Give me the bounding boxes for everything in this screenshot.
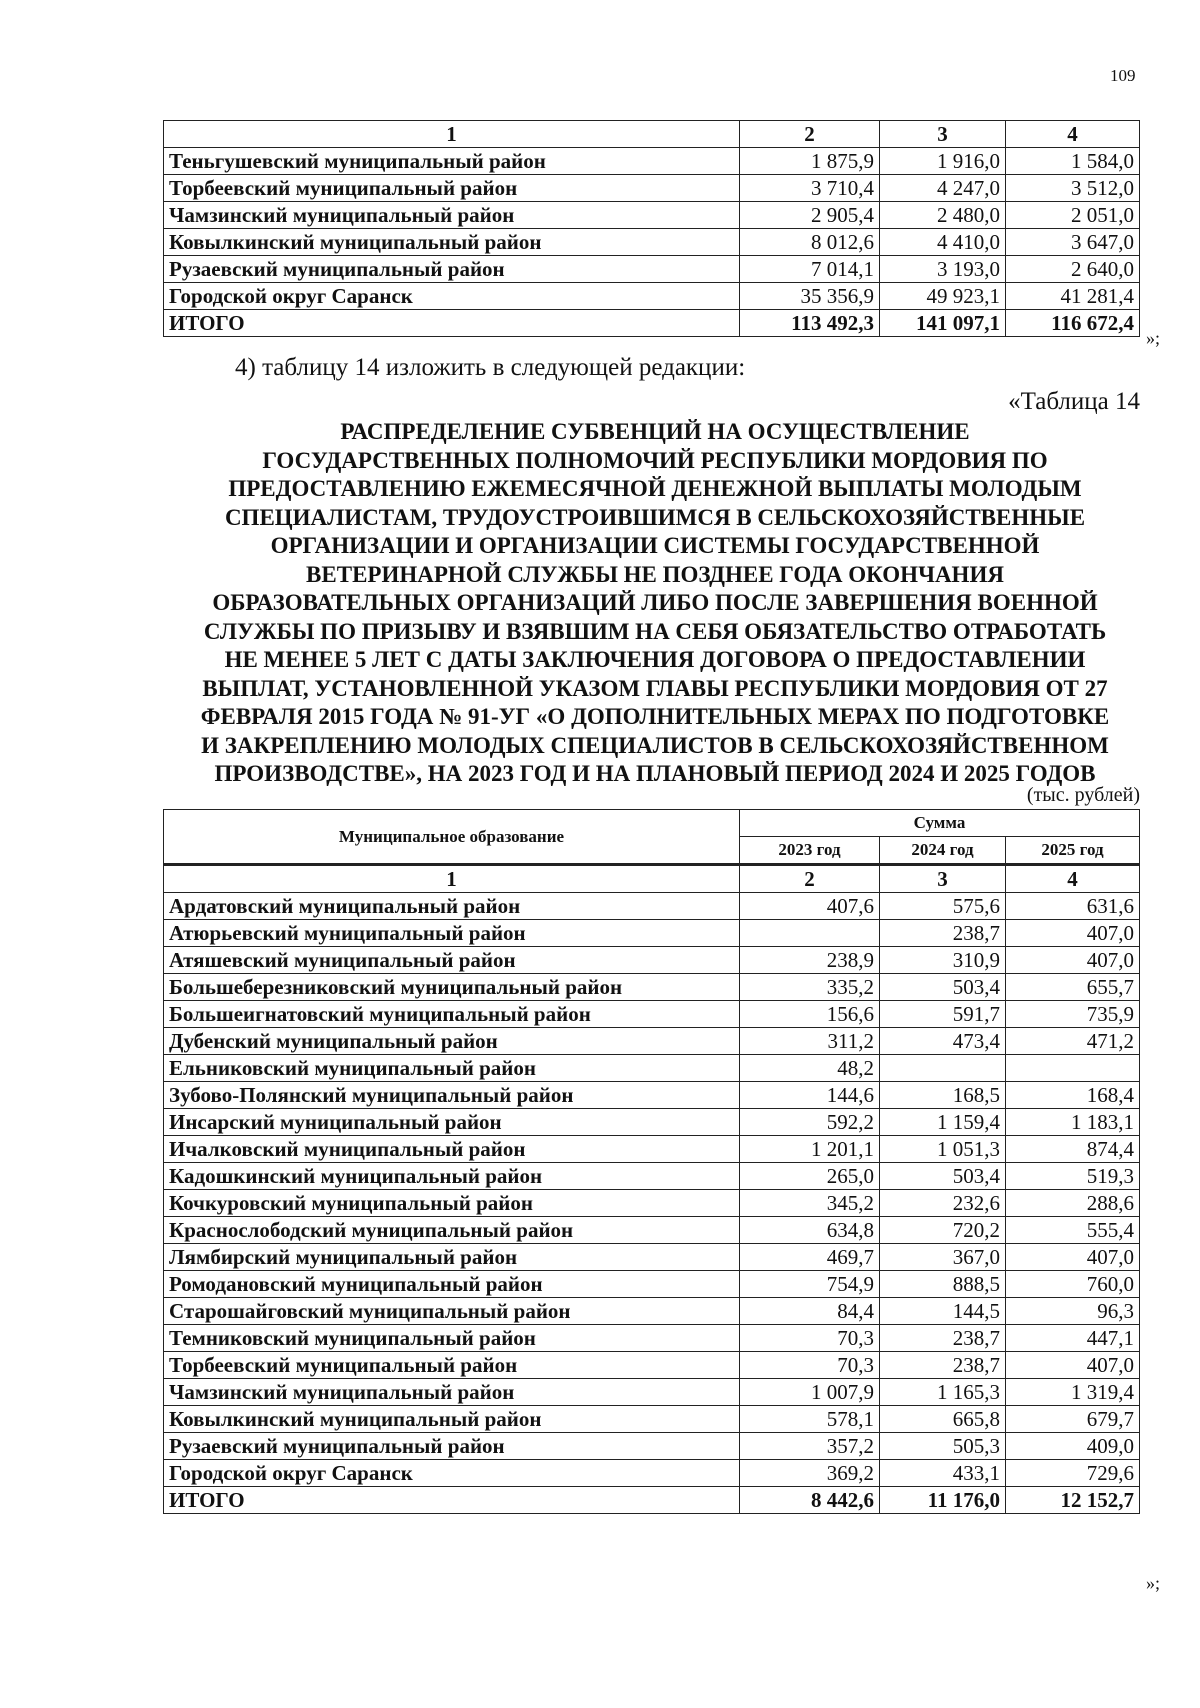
column-number: 3 (880, 865, 1006, 893)
municipality-name: Большеберезниковский муниципальный район (164, 974, 740, 1001)
value-2025: 760,0 (1006, 1271, 1140, 1298)
value-2025: 1 183,1 (1006, 1109, 1140, 1136)
value-2025: 2 051,0 (1006, 202, 1140, 229)
municipality-name: Рузаевский муниципальный район (164, 1433, 740, 1460)
municipality-name: Ковылкинский муниципальный район (164, 1406, 740, 1433)
value-2023 (740, 920, 880, 947)
column-number: 1 (164, 865, 740, 893)
municipality-name: Городской округ Саранск (164, 1460, 740, 1487)
value-2024: 1 051,3 (880, 1136, 1006, 1163)
value-2023: 70,3 (740, 1352, 880, 1379)
value-2023: 156,6 (740, 1001, 880, 1028)
municipality-name: Ельниковский муниципальный район (164, 1055, 740, 1082)
municipality-name: Рузаевский муниципальный район (164, 256, 740, 283)
table-row (164, 1136, 1140, 1163)
value-2024: 720,2 (880, 1217, 1006, 1244)
table-row (164, 1271, 1140, 1298)
value-2023: 357,2 (740, 1433, 880, 1460)
value-2023: 345,2 (740, 1190, 880, 1217)
municipality-name: Теньгушевский муниципальный район (164, 148, 740, 175)
value-2025: 12 152,7 (1006, 1487, 1140, 1514)
header-2025: 2025 год (1006, 837, 1140, 865)
table-row (164, 1028, 1140, 1055)
column-number: 1 (164, 121, 740, 148)
table-label: «Таблица 14 (1008, 388, 1140, 415)
municipality-name: Атюрьевский муниципальный район (164, 920, 740, 947)
value-2025: 288,6 (1006, 1190, 1140, 1217)
municipality-name: ИТОГО (164, 310, 740, 337)
value-2024: 4 410,0 (880, 229, 1006, 256)
previous-table-number-row (164, 121, 1140, 148)
value-2025: 679,7 (1006, 1406, 1140, 1433)
value-2023: 311,2 (740, 1028, 880, 1055)
municipality-name: Дубенский муниципальный район (164, 1028, 740, 1055)
municipality-name: ИТОГО (164, 1487, 740, 1514)
header-sum: Сумма (740, 810, 1140, 837)
amendment-instruction: 4) таблицу 14 изложить в следующей редакции: (235, 354, 746, 381)
municipality-name: Инсарский муниципальный район (164, 1109, 740, 1136)
value-2024: 665,8 (880, 1406, 1006, 1433)
header-2023: 2023 год (740, 837, 880, 865)
value-2023: 369,2 (740, 1460, 880, 1487)
column-number: 4 (1006, 121, 1140, 148)
value-2023: 1 875,9 (740, 148, 880, 175)
value-2023: 407,6 (740, 893, 880, 920)
value-2025: 168,4 (1006, 1082, 1140, 1109)
value-2024: 3 193,0 (880, 256, 1006, 283)
value-2025: 407,0 (1006, 920, 1140, 947)
value-2025: 3 647,0 (1006, 229, 1140, 256)
municipality-name: Лямбирский муниципальный район (164, 1244, 740, 1271)
municipality-name: Атяшевский муниципальный район (164, 947, 740, 974)
table-row (164, 893, 1140, 920)
table-14-header-row (164, 810, 1140, 837)
value-2025: 735,9 (1006, 1001, 1140, 1028)
value-2023: 70,3 (740, 1325, 880, 1352)
table-row (164, 1325, 1140, 1352)
value-2023: 48,2 (740, 1055, 880, 1082)
value-2023: 2 905,4 (740, 202, 880, 229)
value-2023: 754,9 (740, 1271, 880, 1298)
header-2024: 2024 год (880, 837, 1006, 865)
table-14-number-row (164, 865, 1140, 893)
table-row (164, 920, 1140, 947)
municipality-name: Торбеевский муниципальный район (164, 1352, 740, 1379)
column-number: 2 (740, 121, 880, 148)
table-row (164, 1298, 1140, 1325)
value-2023: 8 442,6 (740, 1487, 880, 1514)
table-row (164, 175, 1140, 202)
municipality-name: Ромодановский муниципальный район (164, 1271, 740, 1298)
previous-table (163, 120, 1140, 337)
municipality-name: Старошайговский муниципальный район (164, 1298, 740, 1325)
municipality-name: Чамзинский муниципальный район (164, 1379, 740, 1406)
value-2023: 3 710,4 (740, 175, 880, 202)
value-2023: 1 007,9 (740, 1379, 880, 1406)
value-2025: 3 512,0 (1006, 175, 1140, 202)
municipality-name: Ковылкинский муниципальный район (164, 229, 740, 256)
value-2025: 2 640,0 (1006, 256, 1140, 283)
value-2024: 310,9 (880, 947, 1006, 974)
table-row (164, 148, 1140, 175)
value-2024: 1 165,3 (880, 1379, 1006, 1406)
value-2024: 4 247,0 (880, 175, 1006, 202)
value-2024: 575,6 (880, 893, 1006, 920)
value-2024: 1 159,4 (880, 1109, 1006, 1136)
value-2025: 41 281,4 (1006, 283, 1140, 310)
value-2025: 447,1 (1006, 1325, 1140, 1352)
value-2024: 2 480,0 (880, 202, 1006, 229)
value-2025: 407,0 (1006, 947, 1140, 974)
value-2024: 888,5 (880, 1271, 1006, 1298)
value-2023: 578,1 (740, 1406, 880, 1433)
value-2024: 232,6 (880, 1190, 1006, 1217)
table-row (164, 1055, 1140, 1082)
value-2025: 874,4 (1006, 1136, 1140, 1163)
value-2024: 144,5 (880, 1298, 1006, 1325)
value-2024: 367,0 (880, 1244, 1006, 1271)
municipality-name: Большеигнатовский муниципальный район (164, 1001, 740, 1028)
municipality-name: Торбеевский муниципальный район (164, 175, 740, 202)
value-2024: 141 097,1 (880, 310, 1006, 337)
value-2025: 407,0 (1006, 1352, 1140, 1379)
value-2025 (1006, 1055, 1140, 1082)
value-2025: 116 672,4 (1006, 310, 1140, 337)
table-row (164, 1217, 1140, 1244)
value-2024: 238,7 (880, 920, 1006, 947)
value-2024: 503,4 (880, 1163, 1006, 1190)
unit-label: (тыс. рублей) (1026, 784, 1140, 806)
value-2024: 49 923,1 (880, 283, 1006, 310)
value-2023: 265,0 (740, 1163, 880, 1190)
value-2023: 238,9 (740, 947, 880, 974)
closing-quote: »; (1146, 328, 1161, 348)
column-number: 3 (880, 121, 1006, 148)
value-2024: 505,3 (880, 1433, 1006, 1460)
table-row (164, 974, 1140, 1001)
value-2024: 503,4 (880, 974, 1006, 1001)
value-2023: 634,8 (740, 1217, 880, 1244)
value-2023: 113 492,3 (740, 310, 880, 337)
table-row (164, 1460, 1140, 1487)
table-row (164, 283, 1140, 310)
value-2023: 469,7 (740, 1244, 880, 1271)
municipality-name: Краснослободский муниципальный район (164, 1217, 740, 1244)
value-2023: 7 014,1 (740, 256, 880, 283)
table-row (164, 1244, 1140, 1271)
table-row (164, 202, 1140, 229)
column-number: 2 (740, 865, 880, 893)
value-2023: 84,4 (740, 1298, 880, 1325)
value-2024: 11 176,0 (880, 1487, 1006, 1514)
value-2025: 407,0 (1006, 1244, 1140, 1271)
table-row (164, 1433, 1140, 1460)
table-heading: РАСПРЕДЕЛЕНИЕ СУБВЕНЦИЙ НА ОСУЩЕСТВЛЕНИЕ ГОСУДАРСТВЕННЫХ ПОЛНОМОЧИЙ РЕСПУБЛИКИ МОРДОВИЯ ПО ПРЕДОСТАВЛЕНИЮ ЕЖЕМЕСЯЧНОЙ ДЕНЕЖНОЙ ВЫПЛАТЫ МОЛОДЫМ СПЕЦИАЛИСТАМ, ТРУДОУСТРОИВШИМСЯ В СЕЛЬСКОХОЗЯЙСТВЕННЫЕ ОРГАНИЗАЦИИ И ОРГАНИЗАЦИИ СИСТЕМЫ ГОСУДАРСТВЕННОЙ ВЕТЕРИНАРНОЙ СЛУЖБЫ НЕ ПОЗДНЕЕ ГОДА ОКОНЧАНИЯ ОБРАЗОВАТЕЛЬНЫХ ОРГАНИЗАЦИЙ ЛИБО ПОСЛЕ ЗАВЕРШЕНИЯ ВОЕННОЙ СЛУЖБЫ ПО ПРИЗЫВУ И ВЗЯВШИМ НА СЕБЯ ОБЯЗАТЕЛЬСТВО ОТРАБОТАТЬ НЕ МЕНЕЕ 5 ЛЕТ С ДАТЫ ЗАКЛЮЧЕНИЯ ДОГОВОРА О ПРЕДОСТАВЛЕНИИ ВЫПЛАТ, УСТАНОВЛЕННОЙ УКАЗОМ ГЛАВЫ РЕСПУБЛИКИ МОРДОВИЯ ОТ 27 ФЕВРАЛЯ 2015 ГОДА № 91-УГ «О ДОПОЛНИТЕЛЬНЫХ МЕРАХ ПО ПОДГОТОВКЕ И ЗАКРЕПЛЕНИЮ МОЛОДЫХ СПЕЦИАЛИСТОВ В СЕЛЬСКОХОЗЯЙСТВЕННОМ ПРОИЗВОДСТВЕ», НА 2023 ГОД И НА ПЛАНОВЫЙ ПЕРИОД 2024 И 2025 ГОДОВ (200, 419, 1110, 786)
municipality-name: Ардатовский муниципальный район (164, 893, 740, 920)
value-2023: 144,6 (740, 1082, 880, 1109)
value-2024: 168,5 (880, 1082, 1006, 1109)
municipality-name: Кочкуровский муниципальный район (164, 1190, 740, 1217)
value-2025: 471,2 (1006, 1028, 1140, 1055)
table-14 (163, 809, 1140, 1514)
table-row (164, 1109, 1140, 1136)
table-row (164, 1379, 1140, 1406)
value-2023: 592,2 (740, 1109, 880, 1136)
value-2024: 238,7 (880, 1325, 1006, 1352)
table-row (164, 229, 1140, 256)
total-row (164, 1487, 1140, 1514)
municipality-name: Темниковский муниципальный район (164, 1325, 740, 1352)
municipality-name: Городской округ Саранск (164, 283, 740, 310)
value-2025: 409,0 (1006, 1433, 1140, 1460)
table-row (164, 1190, 1140, 1217)
value-2025: 96,3 (1006, 1298, 1140, 1325)
total-row (164, 310, 1140, 337)
table-row (164, 1082, 1140, 1109)
value-2024: 433,1 (880, 1460, 1006, 1487)
page-number: 109 (1110, 66, 1136, 85)
table-row (164, 1001, 1140, 1028)
value-2023: 335,2 (740, 974, 880, 1001)
value-2024: 591,7 (880, 1001, 1006, 1028)
municipality-name: Зубово-Полянский муниципальный район (164, 1082, 740, 1109)
value-2024: 473,4 (880, 1028, 1006, 1055)
column-number: 4 (1006, 865, 1140, 893)
value-2024 (880, 1055, 1006, 1082)
table-row (164, 256, 1140, 283)
table-row (164, 947, 1140, 974)
value-2025: 631,6 (1006, 893, 1140, 920)
value-2023: 8 012,6 (740, 229, 880, 256)
value-2025: 555,4 (1006, 1217, 1140, 1244)
table-row (164, 1352, 1140, 1379)
value-2025: 519,3 (1006, 1163, 1140, 1190)
value-2024: 238,7 (880, 1352, 1006, 1379)
closing-quote: »; (1146, 1573, 1161, 1593)
value-2025: 1 584,0 (1006, 148, 1140, 175)
value-2025: 655,7 (1006, 974, 1140, 1001)
table-row (164, 1163, 1140, 1190)
value-2025: 729,6 (1006, 1460, 1140, 1487)
municipality-name: Чамзинский муниципальный район (164, 202, 740, 229)
municipality-name: Ичалковский муниципальный район (164, 1136, 740, 1163)
table-row (164, 1406, 1140, 1433)
value-2023: 35 356,9 (740, 283, 880, 310)
value-2025: 1 319,4 (1006, 1379, 1140, 1406)
value-2023: 1 201,1 (740, 1136, 880, 1163)
value-2024: 1 916,0 (880, 148, 1006, 175)
header-municipality: Муниципальное образование (164, 810, 740, 865)
municipality-name: Кадошкинский муниципальный район (164, 1163, 740, 1190)
